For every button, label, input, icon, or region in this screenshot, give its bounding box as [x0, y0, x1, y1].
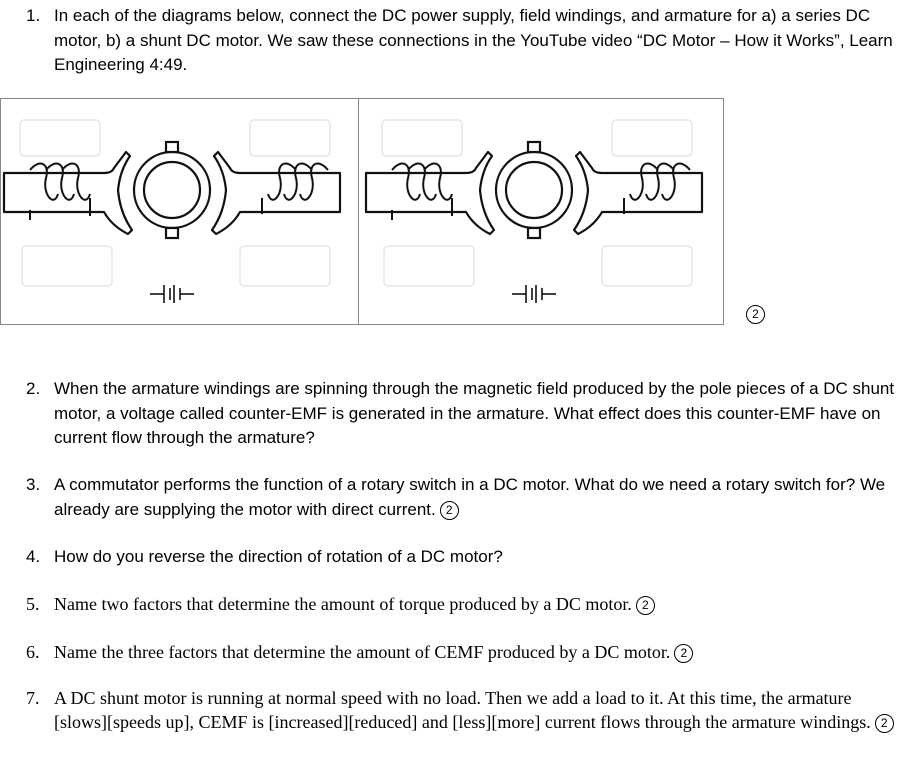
question-text: A DC shunt motor is running at normal speed with no load. Then we add a load to it. At this time, the armature [slows][speeds up], CEMF is [increased][reduced] and [less][more] current flows through the armature windings. [54, 688, 871, 732]
points-badge: 2 [440, 501, 459, 520]
question-number: 5. [26, 594, 40, 614]
question-text: Name two factors that determine the amount of torque produced by a DC motor. [54, 594, 632, 614]
motor-diagrams [0, 98, 724, 325]
question-text: In each of the diagrams below, connect the DC power supply, field windings, and armature for a) a series DC motor, b) a shunt DC motor. We saw these connections in the YouTube video “DC Motor – How it Works”, Learn Engineering 4:49. [54, 6, 893, 74]
question-text: Name the three factors that determine the amount of CEMF produced by a DC motor. [54, 642, 671, 662]
question-text: How do you reverse the direction of rotation of a DC motor? [54, 547, 503, 566]
question-text: A commutator performs the function of a rotary switch in a DC motor. What do we need a rotary switch for? We already are supplying the motor with direct current. [54, 475, 886, 519]
question-number: 4. [26, 547, 41, 566]
question-number: 6. [26, 642, 40, 662]
points-badge: 2 [875, 714, 894, 733]
points-badge: 2 [746, 305, 765, 324]
question-text: When the armature windings are spinning through the magnetic field produced by the pole pieces of a DC shunt motor, a voltage called counter-EMF is generated in the armature. What effect does this counter-EMF have on current flow through the armature? [54, 379, 895, 447]
question-number: 3. [26, 475, 41, 494]
question-number: 2. [26, 379, 41, 398]
points-badge: 2 [636, 596, 655, 615]
points-badge: 2 [674, 644, 693, 663]
question-number: 7. [26, 688, 40, 708]
question-number: 1. [26, 6, 41, 25]
